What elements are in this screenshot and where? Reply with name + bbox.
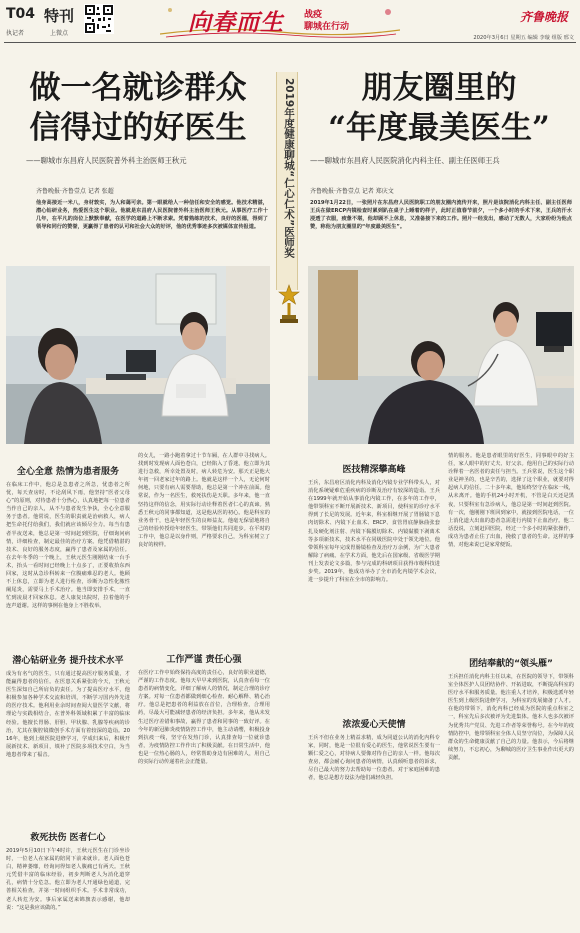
right-col2 bbox=[448, 452, 574, 913]
right-subtitle: ——聊城市东昌府人民医院消化内科主任、副主任医师王兵 bbox=[310, 156, 500, 165]
date-line: 2020年3月6日 星期五 编辑 李璇 组版 邢文 bbox=[473, 35, 574, 41]
editor-label: 执记者 bbox=[6, 30, 25, 37]
left-photo bbox=[6, 266, 270, 444]
left-col2-top: 的女儿，一路小跑着拿过十节车厢，在人群中寻找病人。找到时发现病人面色苍白，已经陷入了昏迷。他立即为其进行急救，所幸处置及时，病人转危为安。那天正是他大年初一回老家过年的路上。他就是这样一个人，无论何时何地，只要有病人需要帮助，他总是第一个冲在前面。他常说，作为一名医生，救死扶伤是天职。多年来，他一直坚持这样的信念，用实际行动诠释着医者仁心的真谛。熟悉王秋元的同事都知道，这是他从医的初心。他是科室的业务骨干，也是年轻医生的良师益友。他毫无保留地将自己的经验传授给年轻医生，带领他们共同进步。在平时的工作中，他总是以身作则，严格要求自己，为科室树立了良好的榜样。 bbox=[138, 453, 270, 549]
banner-sub-top: 战疫 bbox=[304, 10, 323, 20]
left-section-1-body: 在临床工作中，他总是急患者之所急，忧患者之所忧，每天查房时，不论刮风下雨，他坚持“医者父母心”的原则，对待患者十分热心，认真地把每一位患者当作自己的亲人，从不与患者发生争执，全心全意服务于患者。他常说，医生的职责就是治病救人，病人把生命托付给我们，我们就应该倾尽全力。每当有患者半夜送来，他总是第一时间赶到医院，仔细询问病情，详细检查，制定最佳的治疗方案。他凭借精湛的技术、良好的服务态度，赢得了患者及家属的信任。在去年冬季的一个晚上，王秋元医生刚刚结束一台手术，抬头一看时间已经晚上十点多了，正要收拾东西回家，这时从急诊科转来一位腹痛难忍的老人。他顾不上休息，立即为老人进行检查，诊断为急性化脓性阑尾炎，需要马上手术治疗。他当即安排手术，一直忙到凌晨才回家休息。老人康复出院时，拉着他的手连声道谢。这样的事例在他身上不胜枚举。 bbox=[6, 482, 130, 610]
banner bbox=[160, 4, 400, 38]
left-col2-section-title: 工作严谨 责任心强 bbox=[166, 655, 242, 665]
left-headline-line1: 做一名就诊群众 bbox=[29, 70, 247, 106]
column-name: 特刊 bbox=[44, 7, 75, 25]
right-section-1-title: 医技精深攀高峰 bbox=[342, 465, 406, 475]
left-byline: 齐鲁晚报·齐鲁壹点 记者 张超 bbox=[36, 188, 114, 195]
edition-label: 上微点 bbox=[50, 30, 69, 37]
right-byline: 齐鲁晚报·齐鲁壹点 记者 郑庆文 bbox=[310, 188, 394, 195]
page-header bbox=[0, 0, 580, 44]
banner-sub-bottom: 聊城在行动 bbox=[304, 22, 350, 32]
page-code: T04 bbox=[6, 6, 36, 22]
left-section-2-title: 潜心钻研业务 提升技术水平 bbox=[12, 656, 124, 666]
header-rule bbox=[4, 42, 576, 43]
right-section-2-title: 浓浓爱心天使情 bbox=[342, 720, 406, 730]
right-headline bbox=[304, 68, 574, 148]
left-section-3-title: 救死扶伤 医者仁心 bbox=[30, 833, 106, 843]
right-section-3-title: 团结奉献的“领头雁” bbox=[469, 659, 553, 669]
qr-code-icon bbox=[84, 4, 114, 34]
left-intro: 他身高接近一米八，身材敦实，为人和蔼可亲。第一眼就给人一种信任和安全的感觉。他技术精湛，潜心钻研业务，热爱医生这个职业。他就是东昌府人民医院普外科主治医师王秋元。从事医疗工作十几年，在平凡的岗位上默默奉献，在医学的道路上不断求索。凭着熟练的技术，良好的医德，得到了领导和同行的赞誉，更赢得了患者的认可和社会大众的好评，他的优秀事迹多次被媒体宣传报道。 bbox=[36, 200, 268, 231]
right-col1 bbox=[308, 452, 440, 862]
center-band bbox=[276, 72, 298, 290]
right-headline-line2: “年度最美医生” bbox=[328, 110, 550, 146]
right-section-2-body: 王兵不但在业务上精益求精，成为同道公认的消化内科专家，同时，他是一位很有爱心的医生，他常说医生要有一颗仁爱之心，对待病人要像对待自己的亲人一样。他每次查房，都会耐心询问患者的病情，认真倾听患者的诉求，尽自己最大的努力去帮助每一位患者。对于家庭困难的患者，他总是想方设法为他们减轻负担。 bbox=[308, 735, 440, 782]
center-vertical-title: 2019年度健康聊城“仁心仁术”医师奖 bbox=[283, 78, 295, 258]
left-section-3-body: 2019年5月10日下午4时许，王秋元医生在门诊坐诊时，一位老人在家属的陪同下前来就诊。老人面色苍白，精神萎靡，经询问得知老人腹痛已有两天。王秋元凭借丰富的临床经验，初步判断老人为消化道穿孔，病情十分危急。他立即为老人开通绿色通道，完善相关检查，并第一时间组织手术。手术非常成功，老人转危为安。事后家属送来锦旗表示感谢，他却说：“这是我应该做的。” bbox=[6, 848, 130, 911]
right-headline-line1: 朋友圈里的 bbox=[361, 70, 517, 106]
right-col2-top: 情的服务。他是患者眼里的好医生，同事眼中的好主任，家人眼中的好丈夫、好父亲。他用自己的实际行动诠释着一名医者的责任与担当。王兵常说，医生这个职业是神圣的，也是辛苦的，选择了这个职业，就要对得起病人的信任。二十多年来，他始终坚守在临床一线，从未离开。他的手机24小时开机，不管是白天还是黑夜，只要科室有急诊病人，他总是第一时间赶到医院。有一次，他刚刚下班回到家中，就接到医院电话，一位上消化道大出血的患者急需进行内镜下止血治疗。他二话没说，立刻赶回医院，经过一个多小时的紧张操作，成功为患者止住了出血，挽救了患者的生命。这样的事情，对他来说已是家常便饭。 bbox=[448, 453, 574, 549]
trophy-icon bbox=[276, 284, 302, 324]
left-section-2-body: 成为有名气的医生，只有通过提高医疗服务质量，才能赢得患者的信任。在医患关系紧张的今天，王秋元医生深知自己所肩负的责任。为了提高医疗水平，他积极参加各种学术交流和培训，不断学习国内外先进的医疗技术。他利用业余时间查阅大量医学文献，将理论与实践相结合，在普外科领域积累了丰富的临床经验。他擅长胃肠、肝胆、甲状腺、乳腺等疾病的诊治，尤其在腹腔镜微创手术方面有着较深的造诣。2016年，他到上级医院进修学习，学成归来后，积极开展新技术、新项目，填补了医院多项技术空白，为当地患者带来了福音。 bbox=[6, 671, 130, 758]
right-section-1-body: 王兵，东昌府区消化内科及消化内镜专业学科带头人，对消化系统疑难危重疾病的诊断及治疗有较深的造诣。王兵在1999年就开始从事消化内镜工作，在多年的工作中，他带领科室不断开展新技术、新项目，使科室的诊疗水平得到了长足的发展。近年来，科室相继开展了胃肠镜下息肉切除术、内镜下止血术、ERCP、食管胃底静脉曲张套扎及硬化剂注射、内镜下黏膜切除术、内镜黏膜下剥离术等多项新技术，技术水平在同级医院中处于领先地位。他带领科室每年完成胃肠镜检查及治疗万余例，为广大患者解除了病痛。在学术方面，他先后在国家级、省级医学期刊上发表论文多篇，参与完成的科研项目获得市级科技进步奖。2019年，他成功举办了全市消化内镜学术会议，进一步提升了科室在全市的影响力。 bbox=[308, 480, 440, 584]
left-subtitle: ——聊城市东昌府人民医院普外科主治医师王秋元 bbox=[26, 156, 187, 165]
paper-name: 齐鲁晚报 bbox=[520, 10, 569, 24]
right-photo bbox=[308, 266, 574, 444]
right-intro: 2019年1月22日，一张照片在东昌府人民医院职工的朋友圈内流传开来，照片是该院消化内科主任、副主任医师王兵在做ERCP内镜检查时累到趴在桌子上睡着的样子，此时正值春节前夕，一个多小时的手术下来，王兵的汗水浸透了衣服，疲惫不堪，他却顾不上休息，又准备接下来的工作。照片一经发出，感动了无数人，大家纷纷为他点赞，称他为朋友圈里的“年度最美医生”。 bbox=[310, 200, 572, 231]
left-col1 bbox=[6, 452, 130, 917]
banner-main: 向春而生 bbox=[188, 9, 284, 36]
left-headline-line2: 信得过的好医生 bbox=[29, 110, 247, 146]
left-col2-bottom: 在医疗工作中始终保持高度的责任心，良好的职业道德，严谨的工作态度。他每天早早来到医院，认真查看每一位患者的病情变化，详细了解病人的情况，制定合理的诊疗方案。对每一位患者都做到细心检查、耐心解释、精心治疗。他总是把患者的利益放在首位，合理检查，合理用药，尽最大可能减轻患者的经济负担。多年来，他从未发生过医疗差错和事故，赢得了患者和同事的一致好评。在今年的新冠肺炎疫情防控工作中，他主动请缨，积极投身到抗疫一线，坚守在发热门诊，认真排查每一位就诊患者，为疫情防控工作作出了积极贡献。在日常生活中，他也是一位热心肠的人，经常帮助身边有困难的人，用自己的实际行动传递着社会正能量。 bbox=[138, 670, 270, 766]
right-section-3-body: 王兵担任消化内科主任以来，在医院的领导下，带领科室全体医护人员团结协作、开拓进取，不断提高科室的医疗水平和服务质量。他注重人才培养，积极选派年轻医生到上级医院进修学习，为科室的发展储备了人才。在他的带领下，消化内科已经成为医院的重点科室之一，科室先后多次被评为先进集体。他本人也多次被评为优秀共产党员、先进工作者等荣誉称号。在今年的疫情防控中，他带领科室全体人员坚守岗位，为保障人民群众的生命健康贡献了自己的力量。他表示，今后将继续努力，不忘初心，为聊城的医疗卫生事业作出更大的贡献。 bbox=[448, 674, 574, 761]
left-section-1-title: 全心全意 热情为患者服务 bbox=[16, 467, 120, 477]
left-col2 bbox=[138, 452, 270, 909]
left-headline bbox=[6, 68, 270, 148]
